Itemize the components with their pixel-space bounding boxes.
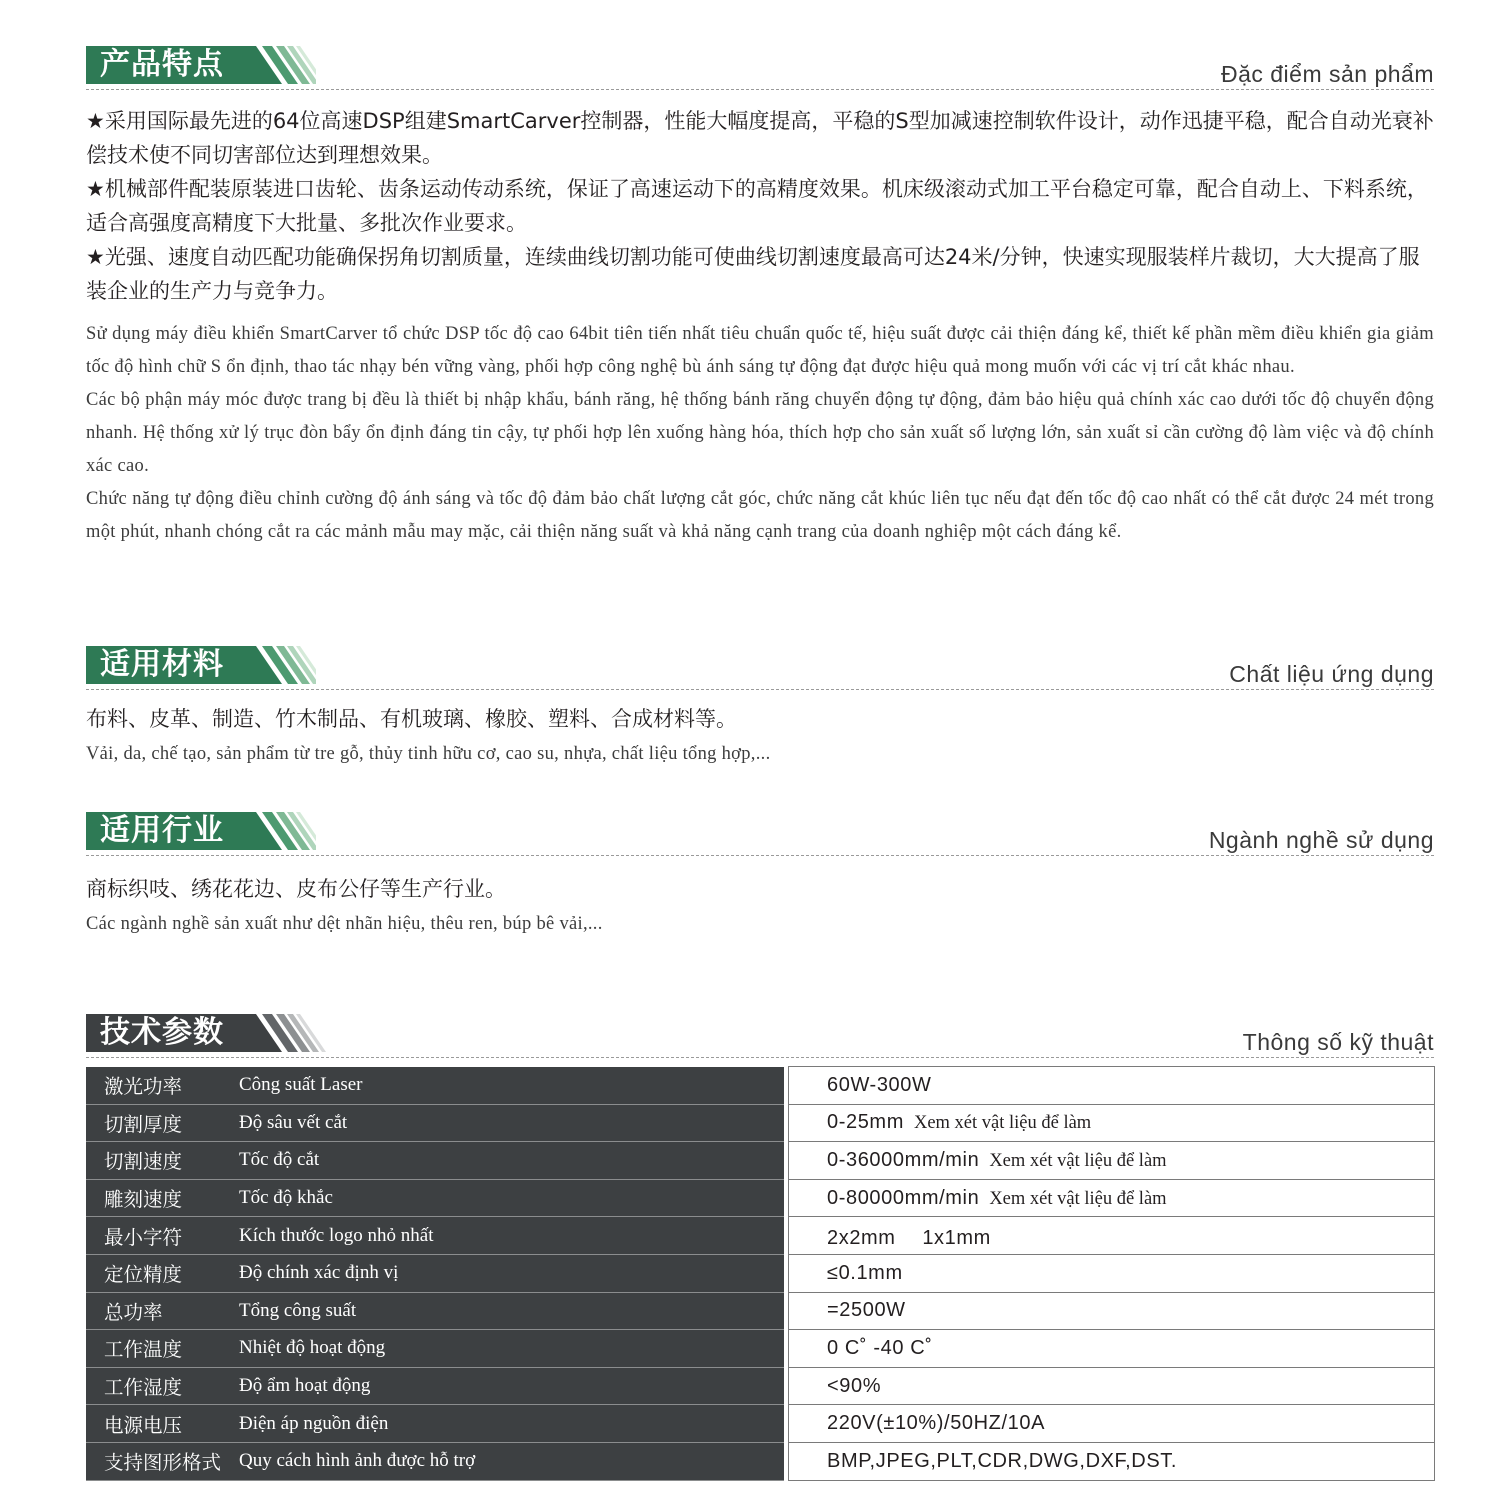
feature-bullet-cn: ★机械部件配装原装进口齿轮、齿条运动传动系统，保证了高速运动下的高精度效果。机床级滚动式加工平台稳定可靠，配合自动上、下料系统，适合高强度高精度下大批量、多批次作业要求。 bbox=[86, 177, 1428, 235]
spec-row bbox=[86, 1104, 1435, 1142]
feature-paragraph-vi: Các bộ phận máy móc được trang bị đều là thiết bị nhập khẩu, bánh răng, hệ thống bánh răng chuyển động tự động, đảm bảo hiệu quả chính xác cao dưới tốc độ chuyển động nhanh. Hệ thống xử lý trục đòn bẩy ổn định đáng tin cậy, tự phối hợp lên xuống hàng hóa, thích hợp cho sản xuất số lượng lớn, sản xuất sỉ cần cường độ làm việc và độ chính xác cao. bbox=[86, 390, 1434, 476]
spec-key-cn: 雕刻速度 bbox=[86, 1179, 239, 1217]
spec-value-text: 0-36000mm/min bbox=[827, 1148, 980, 1171]
section-badge bbox=[86, 812, 344, 850]
header-divider bbox=[86, 689, 1434, 690]
section-title-cn: 适用行业 bbox=[100, 813, 224, 848]
header-divider bbox=[86, 855, 1434, 856]
features-vi-list bbox=[86, 318, 1434, 549]
feature-paragraph-vi: Chức năng tự động điều chỉnh cường độ ánh sáng và tốc độ đảm bảo chất lượng cắt góc, chức năng cắt khúc liên tục nếu đạt đến tốc độ cao nhất có thể cắt được 24 mét trong một phút, nhanh chóng cắt ra các mảnh mẫu may mặc, cải thiện năng suất và khả năng cạnh trang của doanh nghiệp một cách đáng kể. bbox=[86, 489, 1434, 542]
spec-key-cn: 电源电压 bbox=[86, 1405, 239, 1443]
materials-text-cn: 布料、皮革、制造、竹木制品、有机玻璃、橡胶、塑料、合成材料等。 bbox=[86, 707, 737, 731]
spec-key-cn: 支持图形格式 bbox=[86, 1442, 239, 1480]
spec-value-text: 60W-300W bbox=[827, 1073, 932, 1096]
materials-section bbox=[86, 646, 1434, 771]
spec-value bbox=[789, 1254, 1435, 1292]
spec-row bbox=[86, 1179, 1435, 1217]
spec-value-text: 0-25mm bbox=[827, 1111, 904, 1134]
section-title-vi: Chất liệu ứng dụng bbox=[1229, 661, 1434, 687]
spec-key-vi: Điện áp nguồn điện bbox=[239, 1405, 784, 1443]
spec-key-cn: 切割速度 bbox=[86, 1142, 239, 1180]
section-title-vi: Đặc điểm sản phẩm bbox=[1220, 61, 1434, 87]
spec-value bbox=[789, 1442, 1435, 1480]
section-title-cn: 技术参数 bbox=[100, 1015, 224, 1050]
spec-value-text: =2500W bbox=[827, 1299, 906, 1322]
spec-value bbox=[789, 1217, 1435, 1255]
spec-row bbox=[86, 1142, 1435, 1180]
spec-value-text: 2x2mm 1x1mm bbox=[827, 1227, 991, 1250]
spec-key-cn: 定位精度 bbox=[86, 1254, 239, 1292]
spec-row bbox=[86, 1330, 1435, 1368]
section-title-cn: 适用材料 bbox=[100, 647, 224, 682]
spec-key-cn: 切割厚度 bbox=[86, 1104, 239, 1142]
spec-row bbox=[86, 1442, 1435, 1480]
spec-key-vi: Độ sâu vết cắt bbox=[239, 1104, 784, 1142]
spec-key-vi: Kích thước logo nhỏ nhất bbox=[239, 1217, 784, 1255]
industries-text-cn: 商标织吱、绣花花边、皮布公仔等生产行业。 bbox=[86, 877, 506, 901]
feature-bullet-cn: ★光强、速度自动匹配功能确保拐角切割质量，连续曲线切割功能可使曲线切割速度最高可达24米/分钟，快速实现服装样片裁切，大大提高了服装企业的生产力与竞争力。 bbox=[86, 245, 1420, 303]
spec-row bbox=[86, 1292, 1435, 1330]
spec-key-vi: Độ ẩm hoạt động bbox=[239, 1367, 784, 1405]
spec-row bbox=[86, 1405, 1435, 1443]
spec-value-note: Xem xét vật liệu để làm bbox=[989, 1188, 1167, 1209]
spec-value bbox=[789, 1067, 1435, 1105]
section-header bbox=[86, 1014, 1434, 1058]
spec-row bbox=[86, 1067, 1435, 1105]
spec-value bbox=[789, 1405, 1435, 1443]
spec-key-vi: Quy cách hình ảnh được hỗ trợ bbox=[239, 1442, 784, 1480]
header-divider bbox=[86, 1057, 1434, 1058]
spec-value-note: Xem xét vật liệu để làm bbox=[913, 1113, 1092, 1134]
spec-value bbox=[789, 1292, 1435, 1330]
spec-value-note: Xem xét vật liệu để làm bbox=[989, 1150, 1167, 1171]
spec-key-cn: 工作温度 bbox=[86, 1330, 239, 1368]
spec-row bbox=[86, 1217, 1435, 1255]
spec-value-text: 220V(±10%)/50HZ/10A bbox=[827, 1412, 1046, 1435]
spec-key-vi: Tốc độ cắt bbox=[239, 1142, 784, 1180]
section-title-vi: Thông số kỹ thuật bbox=[1242, 1029, 1434, 1055]
spec-value-text: <90% bbox=[827, 1374, 882, 1397]
spec-key-cn: 工作湿度 bbox=[86, 1367, 239, 1405]
spec-value bbox=[789, 1330, 1435, 1368]
spec-table bbox=[86, 1066, 1435, 1481]
section-badge bbox=[86, 46, 344, 84]
spec-value bbox=[789, 1179, 1435, 1217]
spec-key-cn: 激光功率 bbox=[86, 1067, 239, 1105]
spec-value-text: BMP,JPEG,PLT,CDR,DWG,DXF,DST. bbox=[827, 1449, 1178, 1472]
industries-section bbox=[86, 812, 1434, 941]
section-badge bbox=[86, 646, 344, 684]
spec-value-text: ≤0.1mm bbox=[827, 1261, 903, 1284]
spec-key-cn: 总功率 bbox=[86, 1292, 239, 1330]
spec-value-text: 0-80000mm/min bbox=[827, 1186, 980, 1209]
section-header bbox=[86, 46, 1434, 90]
section-title-vi: Ngành nghề sử dụng bbox=[1208, 827, 1434, 853]
industries-text-vi: Các ngành nghề sản xuất như dệt nhãn hiệu, thêu ren, búp bê vải,... bbox=[86, 914, 603, 934]
features-section bbox=[86, 46, 1434, 549]
spec-row bbox=[86, 1367, 1435, 1405]
spec-key-vi: Độ chính xác định vị bbox=[239, 1254, 784, 1292]
feature-paragraph-vi: Sử dụng máy điều khiển SmartCarver tổ chức DSP tốc độ cao 64bit tiên tiến nhất tiêu chuẩn quốc tế, hiệu suất được cải thiện đáng kể, thiết kế phần mềm điều khiển gia giảm tốc độ hình chữ S ổn định, thao tác nhạy bén vững vàng, phối hợp công nghệ bù ánh sáng tự động đạt được hiệu quả mong muốn với các vị trí cắt khác nhau. bbox=[86, 324, 1434, 377]
spec-key-vi: Tổng công suất bbox=[239, 1292, 784, 1330]
spec-key-vi: Tốc độ khắc bbox=[239, 1179, 784, 1217]
spec-value bbox=[789, 1367, 1435, 1405]
spec-key-vi: Nhiệt độ hoạt động bbox=[239, 1330, 784, 1368]
features-cn-list bbox=[86, 104, 1434, 308]
spec-row bbox=[86, 1254, 1435, 1292]
spec-value-text: 0 C˚ -40 C˚ bbox=[827, 1336, 933, 1359]
section-badge bbox=[86, 1014, 344, 1052]
specs-section bbox=[86, 1014, 1434, 1058]
spec-value bbox=[789, 1104, 1435, 1142]
feature-bullet-cn: ★采用国际最先进的64位高速DSP组建SmartCarver控制器，性能大幅度提高，平稳的S型加减速控制软件设计，动作迅捷平稳，配合自动光衰补偿技术使不同切害部位达到理想效果。 bbox=[86, 109, 1434, 167]
spec-value bbox=[789, 1142, 1435, 1180]
section-header bbox=[86, 646, 1434, 690]
section-title-cn: 产品特点 bbox=[100, 47, 224, 82]
section-header bbox=[86, 812, 1434, 856]
spec-key-cn: 最小字符 bbox=[86, 1217, 239, 1255]
materials-text-vi: Vải, da, chế tạo, sản phẩm từ tre gỗ, thủy tinh hữu cơ, cao su, nhựa, chất liệu tổng hợp,... bbox=[86, 744, 771, 764]
spec-key-vi: Công suất Laser bbox=[239, 1067, 784, 1105]
header-divider bbox=[86, 89, 1434, 90]
